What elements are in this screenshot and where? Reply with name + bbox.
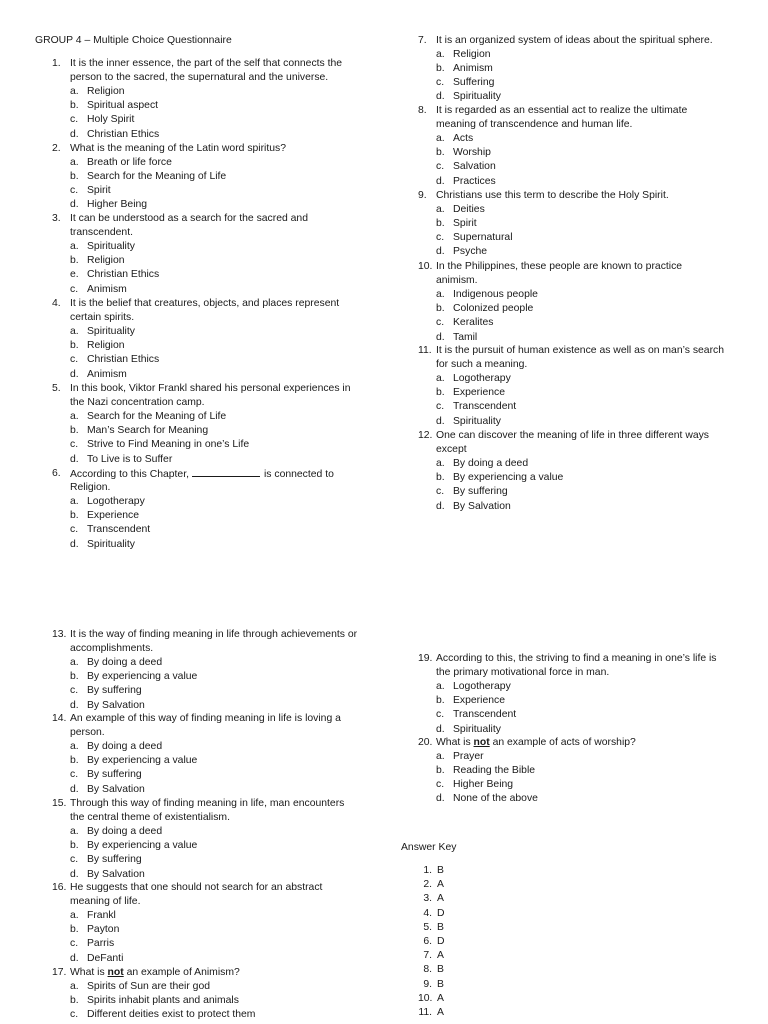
option-text: Animism [453,63,493,75]
question-text: meaning of life. [70,896,141,908]
question-text: What is the meaning of the Latin word spiritus? [70,143,287,154]
question-text: It is the pursuit of human existence as well as on man’s search [436,345,725,356]
option-text: Holy Spirit [87,114,135,126]
option-text: Colonized people [453,303,534,315]
option-letter: a. [436,289,445,301]
option-text: Payton [87,924,120,936]
option-letter: c. [436,161,445,173]
question-text: for such a meaning. [436,359,528,371]
option-letter: b. [436,147,445,159]
answer-letter: A [437,950,444,962]
option-text: Religion [87,340,125,352]
option-text: Different deities exist to protect them [87,1009,256,1021]
question-number: 2. [52,143,61,154]
question-text: It is the inner essence, the part of the self that connects the [70,58,343,69]
option-letter: b. [436,63,445,75]
option-letter: e. [70,269,79,281]
option-letter: d. [70,783,79,795]
option-text: Reading the Bible [453,765,536,777]
question-text: animism. [436,275,478,287]
question-text: According to this, the striving to find a meaning in one’s life is [436,653,717,664]
option-text: Salvation [453,161,496,173]
question-number: 11. [418,345,432,356]
emphasis-not: not [473,737,490,748]
answer-number: 7. [423,950,432,962]
option-letter: b. [70,425,79,437]
question-text: In this book, Viktor Frankl shared his personal experiences in [70,383,351,394]
question-text-part: is connected to [263,469,334,480]
option-text: By experiencing a value [87,755,198,767]
option-text: Logotherapy [87,496,145,508]
answer-letter: B [437,964,444,976]
option-text: Spirituality [87,241,135,253]
question-text: person. [70,727,105,739]
option-letter: c. [70,938,79,950]
question-text: He suggests that one should not search for an abstract [70,882,323,893]
question-text: accomplishments. [70,643,154,655]
option-text: To Live is to Suffer [87,453,173,465]
question-text-part: What is [436,737,474,748]
question-text: It is the way of finding meaning in life through achievements or [70,629,358,640]
option-letter: d. [436,500,445,512]
option-text: Experience [87,510,139,522]
option-letter: a. [70,326,79,338]
option-letter: b. [70,171,79,183]
option-letter: a. [70,411,79,423]
option-text: Experience [453,387,505,399]
answer-number: 6. [423,936,432,947]
question-number: 14. [52,713,67,724]
option-text: By Salvation [87,783,145,795]
option-text: Spirit [87,185,111,197]
answer-number: 10. [418,992,433,1004]
option-text: Higher Being [453,779,514,791]
question-number: 3. [52,213,61,224]
question-number: 17. [52,967,67,978]
option-letter: a. [70,826,79,838]
answer-number: 11. [418,1007,432,1018]
question-text: the Nazi concentration camp. [70,397,205,409]
option-letter: d. [70,952,79,964]
option-text: Tamil [453,331,478,343]
option-text: By suffering [87,769,142,781]
question-number: 15. [52,798,67,809]
option-letter: a. [436,681,445,693]
answer-number: 2. [423,879,432,891]
answer-number: 4. [423,907,432,919]
option-letter: c. [70,439,79,451]
option-letter: d. [70,538,79,550]
option-letter: b. [70,755,79,767]
question-text: meaning of transcendence and human life. [436,119,633,131]
question-text: the central theme of existentialism. [70,812,230,824]
answer-letter: A [437,992,444,1004]
question-number: 7. [418,35,427,46]
option-text: Transcendent [453,401,517,413]
option-text: Spirituality [453,723,501,735]
question-text: It is the belief that creatures, objects, and places represent [70,298,340,309]
option-text: Religion [87,255,125,267]
option-letter: d. [436,415,445,427]
question-text-part: What is [70,967,108,978]
option-letter: d. [70,368,79,380]
option-letter: b. [436,695,445,707]
question-text: In the Philippines, these people are known to practice [436,261,683,272]
option-letter: a. [70,657,79,669]
option-letter: a. [70,157,79,169]
question-text: person to the sacred, the supernatural and the universe. [70,72,329,84]
option-text: Christian Ethics [87,269,160,281]
question-number: 9. [418,190,427,201]
option-text: Religion [453,49,491,61]
option-letter: b. [70,924,79,936]
question-number: 13. [52,629,67,640]
option-text: Spirituality [453,415,501,427]
question-text: the primary motivational force in man. [436,667,610,679]
option-text: By suffering [87,685,142,697]
option-text: Suffering [453,77,495,89]
option-text: Search for the Meaning of Life [87,411,227,423]
option-letter: a. [436,373,445,385]
option-text: By suffering [87,854,142,866]
option-text: By doing a deed [453,458,529,470]
option-text: Spirits of Sun are their god [87,981,211,993]
option-letter: b. [436,765,445,777]
option-letter: c. [70,769,79,781]
option-text: Parris [87,938,115,950]
option-letter: c. [436,401,445,413]
option-text: By doing a deed [87,826,163,838]
question-text: Christians use this term to describe the Holy Spirit. [436,190,669,201]
option-letter: c. [70,185,79,197]
option-letter: b. [70,671,79,683]
option-text: Supernatural [453,232,513,244]
option-text: Breath or life force [87,157,172,169]
question-text [70,966,240,980]
option-text: Logotherapy [453,373,511,385]
option-text: By experiencing a value [453,472,564,484]
answer-letter: B [437,865,444,876]
option-letter: a. [70,981,79,993]
option-letter: b. [436,303,445,315]
option-text: By suffering [453,486,508,498]
option-letter: a. [70,241,79,253]
option-letter: c. [70,1009,79,1021]
option-text: Transcendent [87,524,151,536]
option-text: Transcendent [453,709,517,721]
option-letter: d. [70,868,79,880]
option-letter: a. [70,496,79,508]
option-letter: c. [436,709,445,721]
option-text: Man’s Search for Meaning [87,425,209,437]
option-text: Deities [453,204,485,216]
answer-number: 1. [423,865,432,876]
answer-letter: D [437,907,445,919]
answer-number: 5. [423,921,432,933]
option-letter: c. [70,685,79,697]
option-letter: b. [70,100,79,112]
answer-letter: A [437,1007,444,1018]
option-text: By Salvation [87,868,145,880]
option-text: Psyche [453,246,488,258]
page-title: GROUP 4 – Multiple Choice Questionnaire [35,35,232,46]
option-text: Spirits inhabit plants and animals [87,995,239,1007]
option-text: Animism [87,368,127,380]
option-text: Practices [453,175,496,187]
option-letter: d. [436,246,445,258]
option-text: Spirituality [87,326,135,338]
option-text: Frankl [87,910,116,922]
question-number: 12. [418,430,433,441]
option-letter: a. [70,741,79,753]
question-text: certain spirits. [70,312,135,324]
question-number: 6. [52,468,61,479]
answer-letter: D [437,936,445,947]
option-letter: d. [436,723,445,735]
option-letter: d. [436,331,445,343]
option-letter: a. [436,204,445,216]
question-text: Through this way of finding meaning in life, man encounters [70,798,345,809]
answer-letter: B [437,978,444,990]
fill-in-blank [192,467,260,477]
option-letter: a. [436,133,445,145]
option-text: Acts [453,133,474,145]
option-letter: b. [70,255,79,267]
option-text: Spiritual aspect [87,100,159,112]
option-letter: c. [70,524,79,536]
option-text: Experience [453,695,505,707]
question-text: It is an organized system of ideas about the spiritual sphere. [436,35,713,46]
option-letter: c. [436,317,445,329]
option-text: Spirituality [87,538,135,550]
option-text: Worship [453,147,491,159]
option-letter: d. [70,699,79,711]
answer-letter: A [437,879,444,891]
option-letter: d. [70,199,79,211]
question-number: 1. [52,58,61,69]
option-text: By doing a deed [87,657,163,669]
option-text: Search for the Meaning of Life [87,171,227,183]
option-letter: b. [436,387,445,399]
option-letter: d. [436,91,445,103]
option-text: Spirituality [453,91,501,103]
question-text: It is regarded as an essential act to realize the ultimate [436,105,688,116]
option-text: Prayer [453,751,484,763]
question-text: except [436,444,467,456]
option-letter: b. [70,840,79,852]
option-text: By Salvation [453,500,511,512]
option-text: By experiencing a value [87,671,198,683]
option-letter: d. [70,453,79,465]
question-text: It can be understood as a search for the sacred and [70,213,308,224]
option-text: Christian Ethics [87,354,160,366]
question-text: One can discover the meaning of life in three different ways [436,430,710,441]
option-letter: b. [436,472,445,484]
option-letter: a. [436,49,445,61]
question-number: 20. [418,737,433,748]
option-letter: c. [436,779,445,791]
answer-number: 3. [423,893,432,905]
option-letter: c. [436,486,445,498]
option-text: Spirit [453,218,477,230]
question-number: 10. [418,261,433,272]
question-number: 4. [52,298,61,309]
option-letter: a. [70,86,79,98]
emphasis-not: not [107,967,124,978]
option-letter: d. [70,128,79,140]
option-letter: c. [70,283,79,295]
option-text: Religion [87,86,125,98]
option-letter: d. [436,175,445,187]
answer-letter: A [437,893,444,905]
answer-letter: B [437,921,444,933]
question-text-part: an example of Animism? [123,967,240,978]
question-text [70,467,334,481]
question-text: transcendent. [70,227,133,239]
option-text: Keralites [453,317,494,329]
option-letter: b. [436,218,445,230]
option-letter: d. [436,793,445,805]
option-text: Christian Ethics [87,128,160,140]
option-letter: c. [70,354,79,366]
question-text [436,736,636,750]
question-number: 8. [418,105,427,116]
question-text: An example of this way of finding meaning in life is loving a [70,713,341,724]
option-letter: b. [70,510,79,522]
option-letter: b. [70,995,79,1007]
question-number: 19. [418,653,433,664]
option-text: Logotherapy [453,681,511,693]
option-letter: c. [436,77,445,89]
option-text: Higher Being [87,199,148,211]
option-letter: c. [70,854,79,866]
option-text: By doing a deed [87,741,163,753]
question-text-part: an example of acts of worship? [489,737,636,748]
option-text: By Salvation [87,699,145,711]
option-letter: a. [70,910,79,922]
option-text: Animism [87,283,127,295]
option-letter: a. [436,751,445,763]
option-text: Strive to Find Meaning in one’s Life [87,439,250,451]
question-text: Religion. [70,482,111,494]
question-number: 16. [52,882,67,893]
option-letter: a. [436,458,445,470]
option-letter: c. [436,232,445,244]
option-text: DeFanti [87,952,124,964]
option-letter: c. [70,114,79,126]
question-number: 5. [52,383,61,394]
answer-number: 8. [423,964,432,976]
answer-number: 9. [423,978,432,990]
option-text: None of the above [453,793,538,805]
option-letter: b. [70,340,79,352]
option-text: By experiencing a value [87,840,198,852]
question-text-part: According to this Chapter, [70,469,189,480]
option-text: Indigenous people [453,289,538,301]
answer-key-title: Answer Key [401,842,457,853]
